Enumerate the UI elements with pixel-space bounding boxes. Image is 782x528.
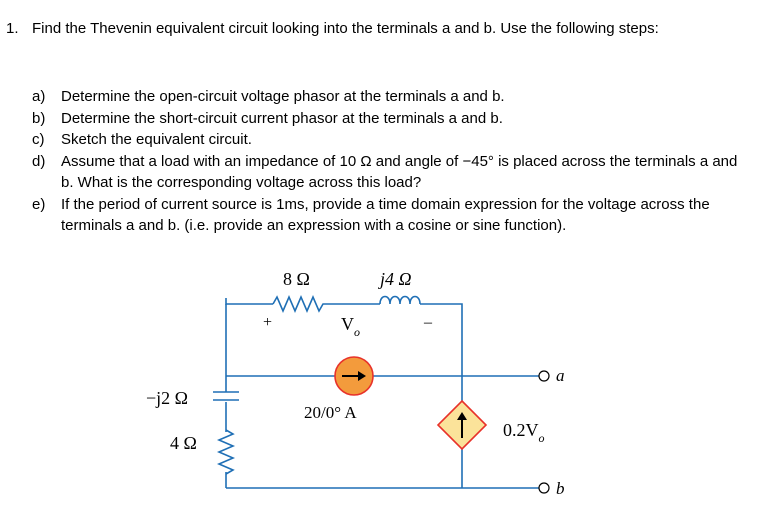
minus-sign: – [424, 314, 432, 331]
step-text: Determine the open-circuit voltage phasor at the terminals a and b. [61, 88, 505, 105]
circuit-wires [226, 297, 539, 489]
wire-top-right [420, 304, 462, 488]
resistor-8ohm [273, 297, 380, 311]
step-label: e) [32, 195, 46, 213]
plus-sign: + [263, 314, 273, 331]
question-text: Find the Thevenin equivalent circuit looking into the terminals a and b. Use the following steps: [32, 20, 659, 37]
terminal-a [539, 371, 549, 381]
terminal-b [539, 483, 549, 493]
step-label: c) [32, 131, 45, 148]
dependent-source-label: $0.2V_o$ [503, 420, 545, 445]
vo-label: $V_o$ [341, 314, 360, 339]
r2-label: 4 Ω [170, 433, 197, 453]
step-text: Assume that a load with an impedance of 10 Ω and angle of −45° is placed across the terminals a and b. What is the corresponding voltage across this load? [61, 152, 738, 191]
step-label: b) [32, 109, 46, 127]
r1-label: 8 Ω [283, 269, 310, 289]
terminal-a-label: a [556, 366, 565, 385]
terminal-b-label: b [556, 479, 565, 498]
step-text: Sketch the equivalent circuit. [61, 131, 252, 148]
capacitor-label: −j2 Ω [146, 388, 189, 408]
step-label: a) [32, 88, 46, 105]
inductor-j4ohm [380, 297, 420, 305]
step-label: d) [32, 152, 46, 170]
step-text: If the period of current source is 1ms, provide a time domain expression for the voltage across the terminals a and b. (i.e. provide an expression with a cosine or sine function). [61, 195, 710, 234]
l1-label: j4 Ω [380, 269, 412, 289]
question-number: 1. [6, 20, 19, 37]
wire-top-left [226, 298, 273, 304]
source-label: 20/0° A [304, 403, 357, 422]
step-text: Determine the short-circuit current phasor at the terminals a and b. [61, 109, 503, 127]
